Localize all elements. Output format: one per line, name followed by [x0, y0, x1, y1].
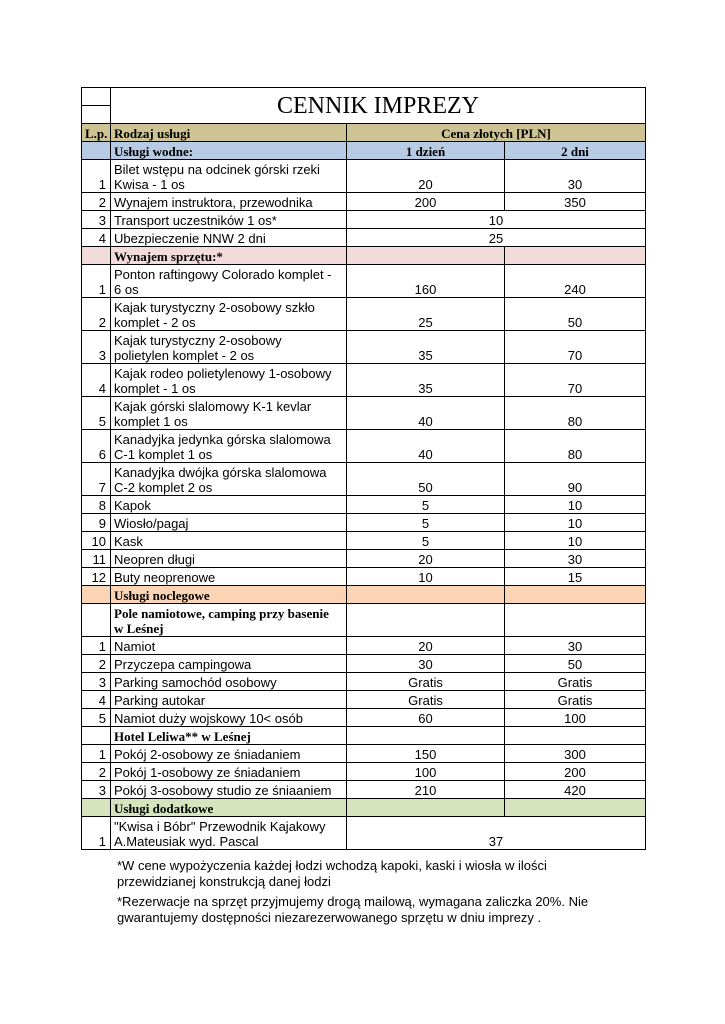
- table-row: [82, 550, 646, 568]
- table-row: [82, 709, 646, 727]
- service-name: [111, 364, 347, 397]
- table-row: [82, 397, 646, 430]
- section-label: Usługi wodne:: [111, 142, 347, 160]
- price-2-days: 80: [505, 397, 646, 430]
- row-lp: 7: [82, 463, 111, 496]
- price-1-day: 160: [347, 265, 505, 298]
- table-row: [82, 463, 646, 496]
- price-2-days: 50: [505, 298, 646, 331]
- service-name: [111, 655, 347, 673]
- price-2-days: 10: [505, 514, 646, 532]
- subsection-row: [82, 727, 646, 745]
- service-name: [111, 193, 347, 211]
- service-name: [111, 229, 347, 247]
- price-2-days: 10: [505, 532, 646, 550]
- row-lp: 1: [82, 637, 111, 655]
- price-2-days: 90: [505, 463, 646, 496]
- service-line: C-2 komplet 2 os: [114, 480, 213, 495]
- service-name: [111, 397, 347, 430]
- price-1-day: 100: [347, 763, 505, 781]
- section-col2: [505, 799, 646, 817]
- price-1-day: 20: [347, 550, 505, 568]
- section-row: [82, 142, 646, 160]
- header-lp: L.p.: [82, 124, 111, 142]
- row-lp: 3: [82, 673, 111, 691]
- row-lp: [82, 604, 111, 637]
- service-line: Kask: [114, 534, 143, 549]
- price-2-days: [505, 604, 646, 637]
- price-1-day: Gratis: [347, 691, 505, 709]
- price-2-days: 70: [505, 331, 646, 364]
- service-line: 6 os: [114, 282, 139, 297]
- price-2-days: 240: [505, 265, 646, 298]
- service-line: Pokój 2-osobowy ze śniadaniem: [114, 747, 301, 762]
- service-line: Parking samochód osobowy: [114, 675, 277, 690]
- price-2-days: 300: [505, 745, 646, 763]
- row-lp: 2: [82, 193, 111, 211]
- section-col1: [347, 586, 505, 604]
- row-lp: 12: [82, 568, 111, 586]
- row-lp: [82, 727, 111, 745]
- service-name: [111, 463, 347, 496]
- row-lp: 5: [82, 397, 111, 430]
- price-1-day: 40: [347, 430, 505, 463]
- price-merged: 37: [347, 817, 646, 850]
- subsection-label: [111, 727, 347, 745]
- table-row: [82, 193, 646, 211]
- service-name: [111, 745, 347, 763]
- row-lp: 4: [82, 691, 111, 709]
- service-line: Buty neoprenowe: [114, 570, 216, 585]
- price-merged: 25: [347, 229, 646, 247]
- service-line: "Kwisa i Bóbr" Przewodnik Kajakowy: [114, 819, 326, 834]
- price-2-days: 50: [505, 655, 646, 673]
- section-col1: [347, 799, 505, 817]
- service-line: Pole namiotowe, camping przy basenie: [114, 606, 329, 621]
- service-name: [111, 532, 347, 550]
- section-row: [82, 799, 646, 817]
- table-row: [82, 496, 646, 514]
- price-1-day: 40: [347, 397, 505, 430]
- section-col2: 2 dni: [505, 142, 646, 160]
- price-1-day: [347, 727, 505, 745]
- service-line: Wynajem instruktora, przewodnika: [114, 195, 313, 210]
- price-1-day: 20: [347, 160, 505, 193]
- table-row: [82, 637, 646, 655]
- price-2-days: 200: [505, 763, 646, 781]
- service-line: Kapok: [114, 498, 151, 513]
- service-line: Kanadyjka dwójka górska slalomowa: [114, 465, 327, 480]
- service-name: [111, 637, 347, 655]
- table-row: [82, 265, 646, 298]
- service-line: polietylen komplet - 2 os: [114, 348, 255, 363]
- row-lp: 4: [82, 364, 111, 397]
- note-2: *Rezerwacje na sprzęt przyjmujemy drogą mailową, wymagana zaliczka 20%. Nie gwarantujemy dostępności niezarezerwowanego sprzętu w dniu imprezy .: [117, 894, 589, 925]
- service-line: Parking autokar: [114, 693, 206, 708]
- table-row: [82, 745, 646, 763]
- service-name: [111, 568, 347, 586]
- price-1-day: 35: [347, 364, 505, 397]
- price-2-days: 350: [505, 193, 646, 211]
- service-line: Przyczepa campingowa: [114, 657, 252, 672]
- row-lp: 5: [82, 709, 111, 727]
- service-line: Namiot: [114, 639, 156, 654]
- table-row: [82, 673, 646, 691]
- service-line: Ubezpieczenie NNW 2 dni: [114, 231, 266, 246]
- service-line: komplet 1 os: [114, 414, 188, 429]
- section-lp: [82, 799, 111, 817]
- service-line: komplet - 1 os: [114, 381, 196, 396]
- price-1-day: 5: [347, 496, 505, 514]
- page-title: CENNIK IMPREZY: [111, 88, 646, 124]
- service-line: Transport uczestników 1 os*: [114, 213, 277, 228]
- section-row: [82, 586, 646, 604]
- service-line: Kajak turystyczny 2-osobowy szkło: [114, 300, 315, 315]
- service-line: Pokój 1-osobowy ze śniadaniem: [114, 765, 301, 780]
- service-line: Ponton raftingowy Colorado komplet -: [114, 267, 332, 282]
- table-row: [82, 364, 646, 397]
- table-row: [82, 568, 646, 586]
- price-2-days: 10: [505, 496, 646, 514]
- service-name: [111, 781, 347, 799]
- table-row: [82, 331, 646, 364]
- subsection-row: [82, 604, 646, 637]
- price-2-days: 420: [505, 781, 646, 799]
- row-lp: 3: [82, 781, 111, 799]
- row-lp: 1: [82, 745, 111, 763]
- row-lp: 6: [82, 430, 111, 463]
- title-blank-cell: [82, 88, 111, 106]
- section-col2: [505, 586, 646, 604]
- header-rodzaj: Rodzaj usługi: [111, 124, 347, 142]
- row-lp: 2: [82, 298, 111, 331]
- price-1-day: 20: [347, 637, 505, 655]
- price-1-day: 35: [347, 331, 505, 364]
- section-col2: [505, 247, 646, 265]
- header-cena: Cena złotych [PLN]: [347, 124, 646, 142]
- table-row: [82, 817, 646, 850]
- service-line: A.Mateusiak wyd. Pascal: [114, 834, 259, 849]
- price-1-day: 150: [347, 745, 505, 763]
- service-line: Neopren długi: [114, 552, 195, 567]
- note-1: *W cene wypożyczenia każdej łodzi wchodzą kapoki, kaski i wiosła w ilości przewidzianej konstrukcją danej łodzi: [117, 858, 547, 889]
- row-lp: 11: [82, 550, 111, 568]
- price-1-day: 5: [347, 532, 505, 550]
- table-row: [82, 430, 646, 463]
- row-lp: 1: [82, 160, 111, 193]
- section-col1: 1 dzień: [347, 142, 505, 160]
- service-line: Kajak rodeo polietylenowy 1-osobowy: [114, 366, 332, 381]
- price-merged: 10: [347, 211, 646, 229]
- service-line: Bilet wstępu na odcinek górski rzeki: [114, 162, 320, 177]
- row-lp: 8: [82, 496, 111, 514]
- service-name: [111, 514, 347, 532]
- title-blank-cell: [82, 106, 111, 124]
- service-line: Wiosło/pagaj: [114, 516, 189, 531]
- price-2-days: Gratis: [505, 691, 646, 709]
- price-table: [81, 87, 646, 850]
- service-name: [111, 211, 347, 229]
- service-line: C-1 komplet 1 os: [114, 447, 213, 462]
- table-row: [82, 655, 646, 673]
- price-1-day: 10: [347, 568, 505, 586]
- row-lp: 3: [82, 211, 111, 229]
- row-lp: 1: [82, 817, 111, 850]
- price-1-day: 30: [347, 655, 505, 673]
- price-2-days: [505, 727, 646, 745]
- price-2-days: 30: [505, 550, 646, 568]
- service-line: w Leśnej: [114, 621, 164, 636]
- price-2-days: 80: [505, 430, 646, 463]
- section-label: Usługi noclegowe: [111, 586, 347, 604]
- section-lp: [82, 142, 111, 160]
- service-line: Kanadyjka jedynka górska slalomowa: [114, 432, 331, 447]
- service-line: komplet - 2 os: [114, 315, 196, 330]
- service-name: [111, 673, 347, 691]
- price-1-day: 50: [347, 463, 505, 496]
- table-row: [82, 211, 646, 229]
- section-label: Usługi dodatkowe: [111, 799, 347, 817]
- table-row: [82, 298, 646, 331]
- price-1-day: 210: [347, 781, 505, 799]
- price-1-day: [347, 604, 505, 637]
- table-row: [82, 691, 646, 709]
- price-1-day: 60: [347, 709, 505, 727]
- row-lp: 2: [82, 655, 111, 673]
- price-2-days: 100: [505, 709, 646, 727]
- service-name: [111, 430, 347, 463]
- row-lp: 4: [82, 229, 111, 247]
- row-lp: 1: [82, 265, 111, 298]
- service-name: [111, 265, 347, 298]
- price-2-days: 30: [505, 160, 646, 193]
- notes: [117, 858, 617, 930]
- service-name: [111, 709, 347, 727]
- price-1-day: 25: [347, 298, 505, 331]
- service-name: [111, 550, 347, 568]
- service-line: Pokój 3-osobowy studio ze śniaaniem: [114, 783, 332, 798]
- row-lp: 2: [82, 763, 111, 781]
- table-row: [82, 781, 646, 799]
- service-line: Hotel Leliwa** w Leśnej: [114, 729, 251, 744]
- table-row: [82, 514, 646, 532]
- service-name: [111, 817, 347, 850]
- service-name: [111, 298, 347, 331]
- service-line: Kwisa - 1 os: [114, 177, 185, 192]
- service-line: Kajak turystyczny 2-osobowy: [114, 333, 282, 348]
- section-col1: [347, 247, 505, 265]
- table-row: [82, 160, 646, 193]
- price-2-days: 30: [505, 637, 646, 655]
- service-name: [111, 691, 347, 709]
- section-lp: [82, 247, 111, 265]
- price-2-days: 70: [505, 364, 646, 397]
- table-row: [82, 763, 646, 781]
- price-1-day: 5: [347, 514, 505, 532]
- service-line: Kajak górski slalomowy K-1 kevlar: [114, 399, 312, 414]
- table-row: [82, 532, 646, 550]
- service-name: [111, 763, 347, 781]
- service-line: Namiot duży wojskowy 10< osób: [114, 711, 303, 726]
- service-name: [111, 160, 347, 193]
- price-2-days: Gratis: [505, 673, 646, 691]
- service-name: [111, 331, 347, 364]
- price-1-day: 200: [347, 193, 505, 211]
- price-2-days: 15: [505, 568, 646, 586]
- subsection-label: [111, 604, 347, 637]
- section-lp: [82, 586, 111, 604]
- price-1-day: Gratis: [347, 673, 505, 691]
- row-lp: 10: [82, 532, 111, 550]
- row-lp: 9: [82, 514, 111, 532]
- table-row: [82, 229, 646, 247]
- row-lp: 3: [82, 331, 111, 364]
- section-row: [82, 247, 646, 265]
- section-label: Wynajem sprzętu:*: [111, 247, 347, 265]
- service-name: [111, 496, 347, 514]
